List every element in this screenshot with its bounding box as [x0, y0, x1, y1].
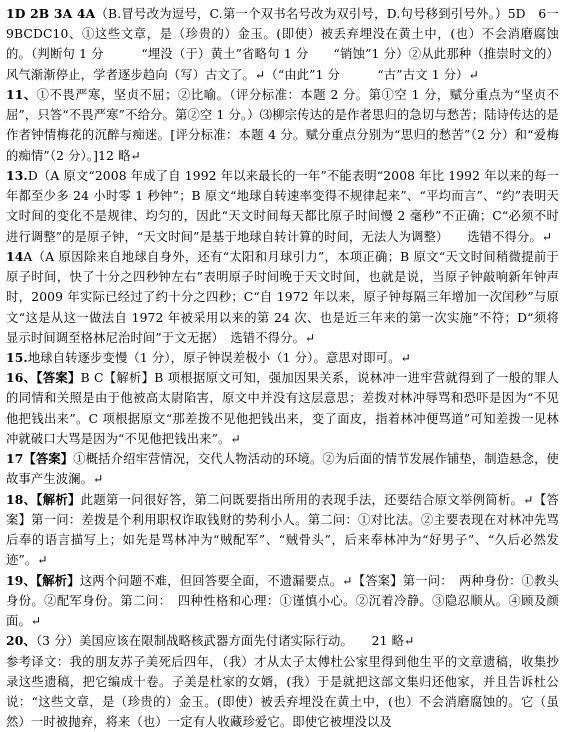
question-number: 17【答案】 [6, 451, 74, 467]
answer-text: D（A 原文“2008 年成了自 1992 年以来最长的一年”不能表明“2008 年比 1992 年以来的每一年都至少多 24 小时零 1 秒钟”；B 原文“地球自转速率变得不规律起来”、“平均而言”、“约”表明天文时间的变化不是规律、均匀的，因此“天文时间每天都比原子时间慢 2 毫秒”不正确；C“必须不时进行调整”的是原子钟，“天文时间”是基于地球自转计算的时间，无法人为调整） 选错不得分。↵ [6, 168, 559, 244]
answer-text: 这两个问题不难，但回答要全面，不遗漏要点。↵【答案】第一问： 两种身份：①教头身份。②配军身份。第二问： 四种性格和心理：①谨慎小心。②沉着冷静。③隐忍顺从。④顾及颜面。↵ [6, 573, 560, 629]
question-number: 13. [6, 167, 28, 183]
answer-text: 地球自转逐步变慢（1 分），原子钟误差极小（1 分）。意思对即可。↵ [27, 350, 412, 365]
answer-11-12 [6, 85, 559, 166]
answer-15 [6, 348, 559, 368]
answer-1-10 [6, 4, 559, 85]
answer-18 [6, 490, 559, 571]
question-number: 19、【解析】 [6, 572, 80, 588]
answer-text: （B.冒号改为逗号，C.第一个双书名号改为双引号，D.句号移到引号外。）5D 6一9BCDC10、①这些文章，是（珍贵的）金玉。(即使）被丢弃埋没在黄土中，(也）不会消磨腐蚀的。（判断句 1 分 “埋没（于）黄土”省略句 1 分 “销蚀”1 分）②从此那种（推崇时文的）风气渐渐停止，学者逐步趋向（写）古文了。↵（“由此”1 分 “古”古文 1 分）↵ [6, 7, 559, 82]
answer-text: （3 分）美国应该在限制战略核武器方面先付诸实际行动。 21 略↵ [35, 634, 415, 649]
answer-text: 此题第一问很好答，第二问既要指出所用的表现手法，还要结合原文举例简析。↵【答案】第一问：差拨是个利用职权诈取钱财的势利小人。第二问：①对比法。②主要表现在对林冲先骂后奉的语言描写上；如先是骂林冲为“贼配军”、“贼骨头”，后来奉林冲为“好男子”、“久后必然发迹”。↵ [6, 492, 559, 568]
question-number: 1D 2B 3A 4A [6, 6, 96, 21]
answer-text: ①概括介绍牢营情况，交代人物活动的环境。②为后面的情节发展作铺垫，制造悬念，使故事产生波澜。↵ [6, 452, 559, 487]
reference-translation [6, 652, 559, 732]
answer-14 [6, 247, 559, 348]
answer-text: ①不畏严寒，坚贞不屈；②比喻。（评分标准：本题 2 分。第①空 1 分，赋分重点为“坚贞不屈”，只答“不畏严寒”不给分。第②空 1 分。）⑶柳宗传达的是作者思归的急切与愁苦；陆诗传达的是作者钟情梅花的沉醉与痴迷。[评分标准：本题 4 分。赋分重点分别为“思归的愁苦”（2 分）和“爱梅的痴情”（2 分）。]12 略↵ [6, 87, 560, 163]
question-number: 18、【解析】 [6, 491, 81, 507]
answer-19 [6, 571, 559, 632]
question-number: 14 [6, 248, 24, 264]
answer-13 [6, 166, 559, 247]
question-number: 16、【答案】 [6, 370, 81, 386]
answer-text: A（A 原因除来自地球自身外，还有“太阳和月球引力”，本项正确；B 原文“天文时间稍微提前于原子时间，快了十分之四秒钟左右”表明原子时间晚于天文时间，也就是说，当原子钟敲响新年钟声时，2009 年实际已经过了约十分之四秒；C“自 1972 年以来，原子钟每隔三年增加一次闰秒”与原文“这是从这一做法自 1972 年被采用以来的第 24 次、也是近三年来的第一次实施”不符；D“须将显示时间调至格林尼治时间”于文无据） 选错不得分。↵ [6, 249, 559, 345]
answer-16 [6, 368, 559, 449]
answer-text: B C【解析】B 项根据原文可知，强加因果关系，说林冲一进牢营就得到了一般的罪人的同情和关照是由于他被高太尉陷害，原文中并没有这层意思；差拨对林冲辱骂和恐吓是因为“不见他把钱出来”。C 项根据原文“那差拨不见他把钱出来，变了面皮，指着林冲便骂道”可知差拨一见林冲就破口大骂是因为“不见他把钱出来”。↵ [6, 371, 559, 446]
question-number: 15. [6, 349, 28, 365]
answer-17 [6, 449, 559, 489]
answer-20-21 [6, 631, 559, 651]
question-number: 20、 [6, 633, 36, 649]
question-number: 11、 [6, 86, 37, 102]
answer-text: 参考译文：我的朋友苏子美死后四年，（我）才从太子太傅杜公家里得到他生平的文章遗稿，收集抄录这些遗稿，把它编成十卷。子美是杜家的女婿，(我）于是就把这部文集归还他家，并且告诉杜公说：“这些文章，是（珍贵的）金玉。(即使）被丢弃埋没在黄土中，(也）不会消磨腐蚀的。它（虽然）一时被抛弃，将来（也）一定有人收藏珍爱它。即使它被埋没以及 [6, 654, 559, 730]
